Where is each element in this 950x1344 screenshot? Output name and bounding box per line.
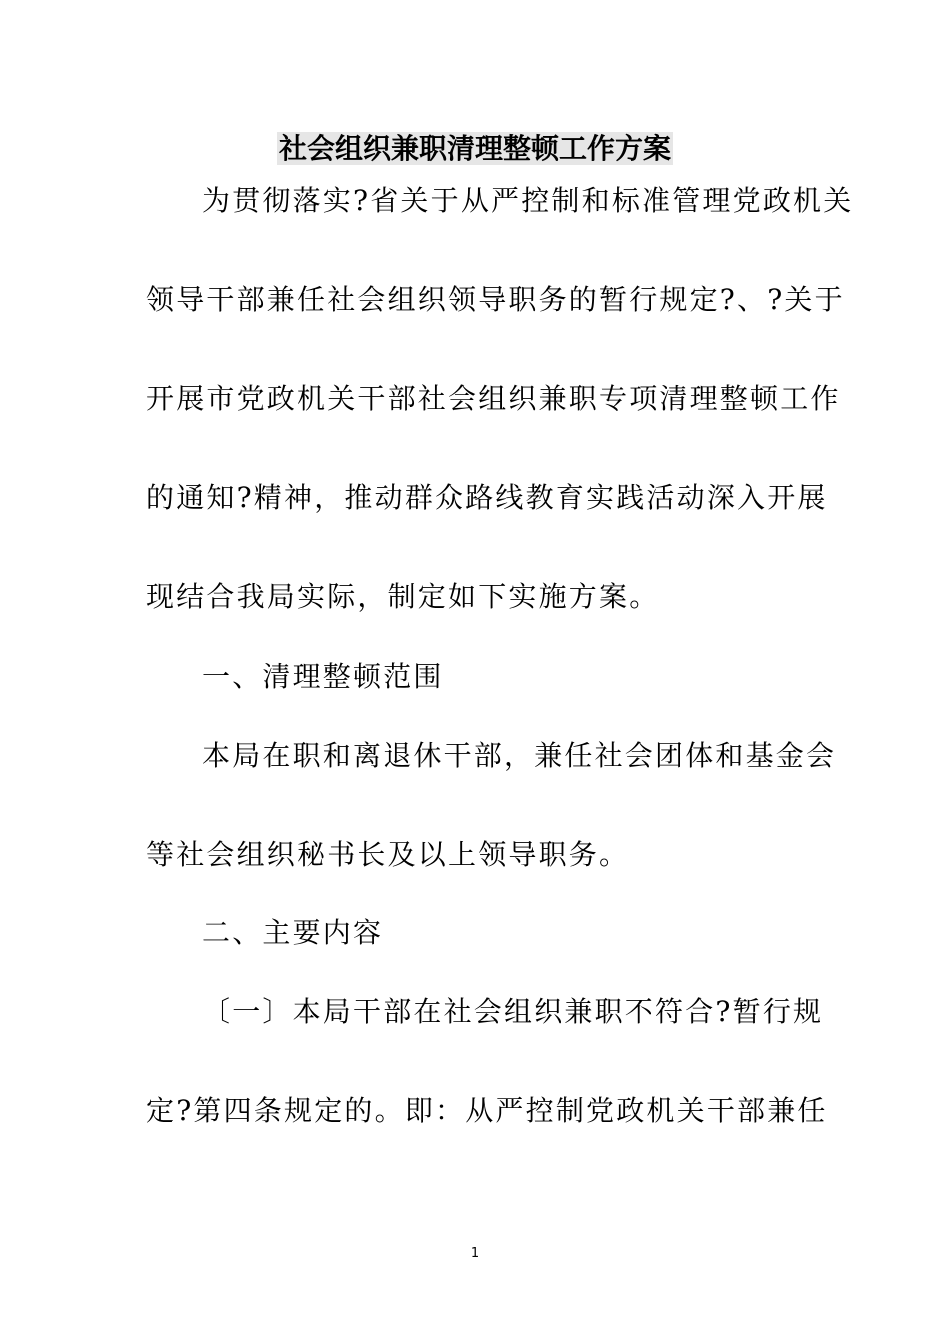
paragraph-line-7: 等社会组织秘书长及以上领导职务。 xyxy=(146,838,630,871)
section-heading-content: 二、主要内容 xyxy=(202,916,384,949)
page-number: 1 xyxy=(470,1246,480,1261)
paragraph-line-6: 本局在职和离退休干部，兼任社会团体和基金会 xyxy=(202,739,837,772)
paragraph-line-8: 〔一〕本局干部在社会组织兼职不符合?暂行规 xyxy=(202,995,824,1028)
document-title-text: 社会组织兼职清理整顿工作方案 xyxy=(278,132,671,165)
paragraph-line-5: 现结合我局实际，制定如下实施方案。 xyxy=(146,580,660,613)
section-heading-scope: 一、清理整顿范围 xyxy=(202,660,444,693)
paragraph-line-3: 开展市党政机关干部社会组织兼职专项清理整顿工作 xyxy=(146,382,841,415)
document-title xyxy=(0,131,950,167)
paragraph-line-9: 定?第四条规定的。即：从严控制党政机关干部兼任 xyxy=(146,1094,828,1127)
paragraph-line-4: 的通知?精神，推动群众路线教育实践活动深入开展 xyxy=(146,481,828,514)
paragraph-line-1: 为贯彻落实?省关于从严控制和标准管理党政机关 xyxy=(202,184,854,217)
paragraph-line-2: 领导干部兼任社会组织领导职务的暂行规定?、?关于 xyxy=(146,283,845,316)
